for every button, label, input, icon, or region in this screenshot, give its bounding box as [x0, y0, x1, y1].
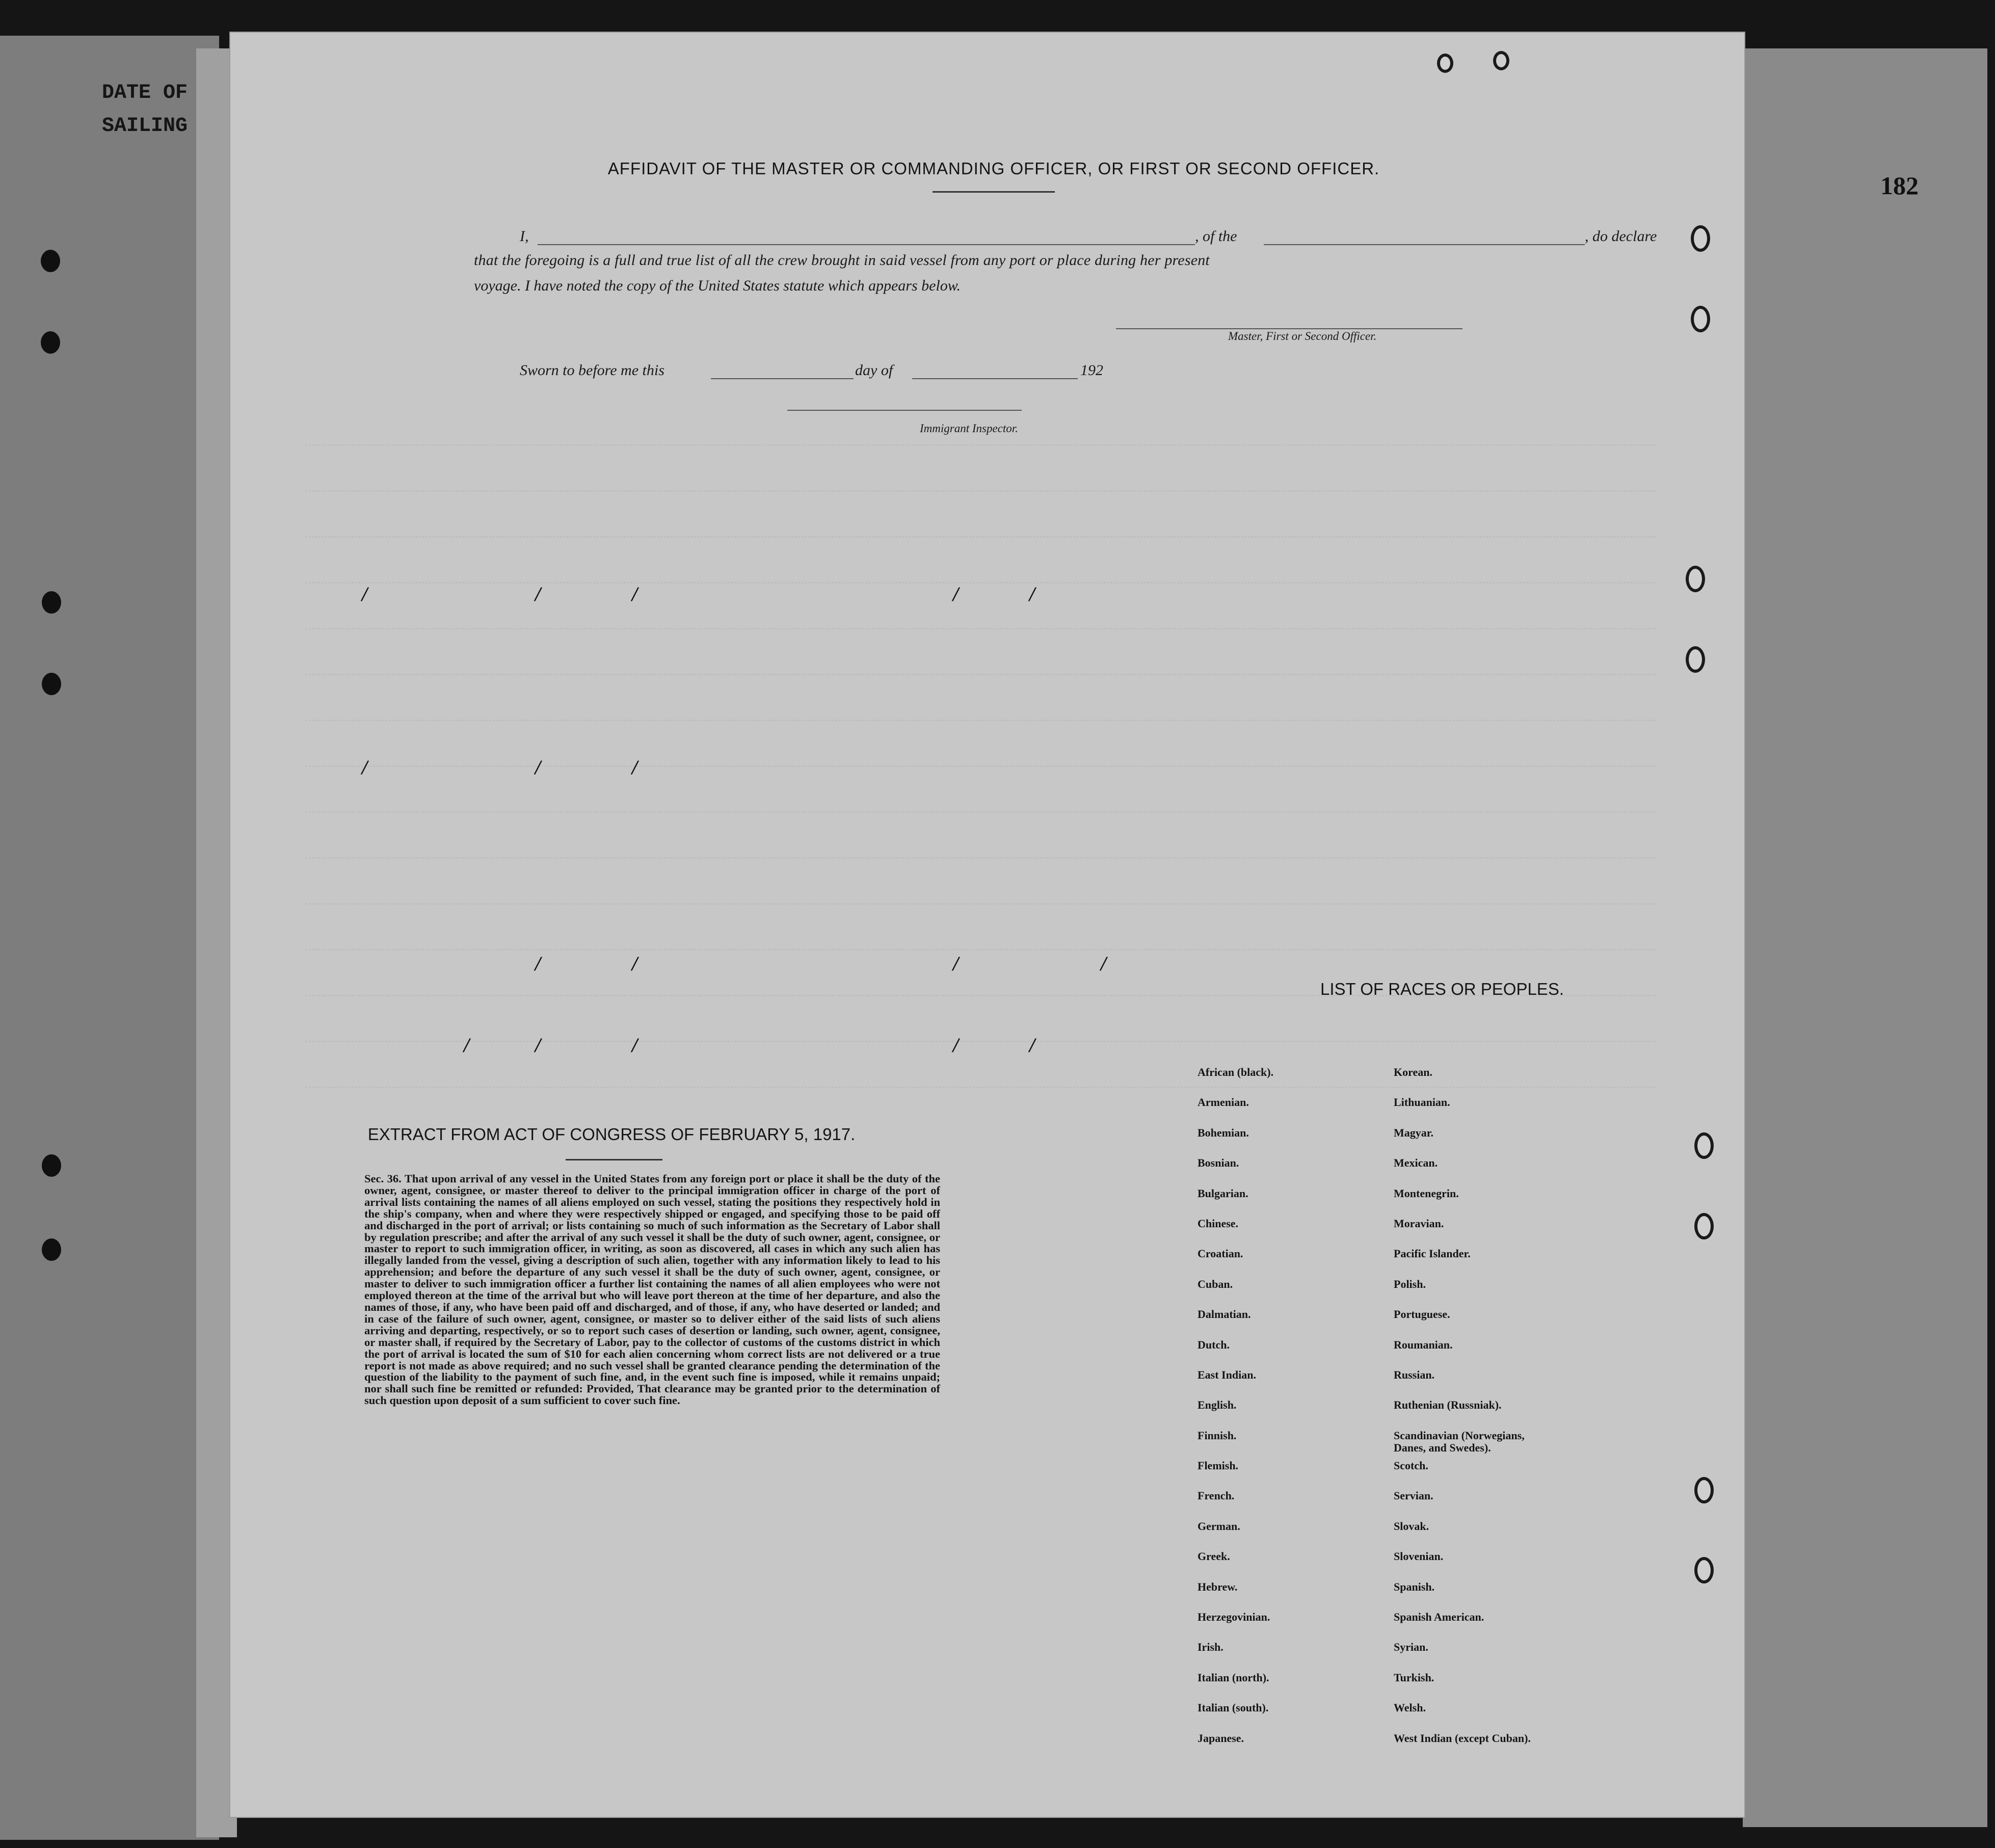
- race-item: Flemish.: [1198, 1459, 1239, 1472]
- race-item: Welsh.: [1394, 1701, 1426, 1714]
- bleed-through-row: [306, 929, 1656, 951]
- race-item: Lithuanian.: [1394, 1096, 1450, 1109]
- bleed-through-row: [306, 470, 1656, 492]
- bleed-through-row: [306, 516, 1656, 538]
- race-item: Irish.: [1198, 1641, 1223, 1654]
- bleed-through-heading: [494, 118, 505, 146]
- bleed-through-row: [306, 653, 1656, 675]
- underlying-page-right: [1743, 48, 1987, 1827]
- manifest-page: [229, 32, 1745, 1818]
- affidavit-title: AFFIDAVIT OF THE MASTER OR COMMANDING OFFICER, OR FIRST OR SECOND OFFICER.: [607, 159, 1380, 178]
- race-item: Magyar.: [1394, 1126, 1434, 1139]
- punch-hole: [1694, 1477, 1714, 1503]
- sworn-month-blank[interactable]: [912, 377, 1078, 379]
- races-list-title: LIST OF RACES OR PEOPLES.: [1320, 980, 1564, 998]
- ditto-mark: /: [632, 952, 638, 975]
- ditto-mark: /: [632, 1034, 638, 1057]
- left-margin-sailing-label: SAILING: [102, 115, 188, 138]
- binder-hole: [41, 331, 60, 354]
- ditto-mark: /: [632, 583, 638, 605]
- race-item: Mexican.: [1394, 1156, 1438, 1170]
- race-item: Turkish.: [1394, 1671, 1434, 1684]
- race-item: Dutch.: [1198, 1338, 1230, 1351]
- race-item: Dalmatian.: [1198, 1308, 1251, 1321]
- race-item: Slovenian.: [1394, 1550, 1444, 1563]
- race-item: Spanish American.: [1394, 1611, 1484, 1624]
- extract-title: EXTRACT FROM ACT OF CONGRESS OF FEBRUARY 5, 1917.: [367, 1125, 856, 1144]
- race-item: Bohemian.: [1198, 1126, 1249, 1139]
- left-margin-date-label: DATE OF: [102, 82, 188, 104]
- ditto-mark: /: [535, 952, 541, 975]
- year-label: 192: [1080, 362, 1103, 379]
- punch-hole: [1691, 225, 1710, 252]
- race-item: Servian.: [1394, 1489, 1433, 1502]
- race-item: Hebrew.: [1198, 1580, 1238, 1593]
- punch-hole: [1686, 566, 1705, 592]
- sworn-day-blank[interactable]: [711, 377, 854, 379]
- race-item: East Indian.: [1198, 1368, 1256, 1381]
- punch-hole: [1694, 1557, 1714, 1583]
- binder-hole: [42, 591, 61, 614]
- ditto-mark: /: [1029, 1034, 1035, 1057]
- race-item: Japanese.: [1198, 1731, 1244, 1745]
- underlying-page-left: [0, 36, 219, 1840]
- ditto-mark: /: [953, 952, 959, 975]
- race-item: French.: [1198, 1489, 1235, 1502]
- affidavit-title-rule: [933, 191, 1055, 193]
- race-item: Armenian.: [1198, 1096, 1249, 1109]
- race-item: Ruthenian (Russniak).: [1394, 1398, 1502, 1412]
- race-item: Herzegovinian.: [1198, 1611, 1270, 1624]
- extract-title-rule: [566, 1159, 662, 1160]
- race-item: Syrian.: [1394, 1641, 1428, 1654]
- ditto-mark: /: [464, 1034, 470, 1057]
- races-column-2: [1394, 1066, 1531, 1762]
- races-column-1: [1198, 1066, 1273, 1762]
- race-item: African (black).: [1198, 1066, 1274, 1078]
- bleed-through-row: [306, 837, 1656, 859]
- race-item: Pacific Islander.: [1394, 1247, 1471, 1260]
- bleed-through-row: [306, 608, 1656, 629]
- race-item: English.: [1198, 1398, 1237, 1412]
- binder-hole: [41, 250, 60, 272]
- race-item: Finnish.: [1198, 1429, 1237, 1442]
- race-item: Spanish.: [1394, 1580, 1435, 1593]
- race-item: Cuban.: [1198, 1277, 1233, 1290]
- ditto-mark: /: [535, 583, 541, 605]
- race-item: Scotch.: [1394, 1459, 1428, 1472]
- race-item: Moravian.: [1394, 1217, 1444, 1230]
- race-item: Italian (south).: [1198, 1701, 1269, 1714]
- race-item: Roumanian.: [1394, 1338, 1453, 1351]
- race-item: Slovak.: [1394, 1519, 1429, 1533]
- bleed-through-row: [306, 699, 1656, 721]
- affidavit-i-label: I,: [520, 228, 529, 245]
- ditto-mark: /: [953, 1034, 959, 1057]
- affidavit-do-declare: , do declare: [1585, 228, 1657, 245]
- affidavit-line-3: voyage. I have noted the copy of the United States statute which appears below.: [474, 277, 961, 294]
- master-signature-blank[interactable]: [1116, 327, 1462, 329]
- race-item: Portuguese.: [1394, 1308, 1450, 1321]
- ditto-mark: /: [362, 583, 368, 605]
- punch-hole: [1694, 1132, 1714, 1159]
- race-item: Bulgarian.: [1198, 1186, 1248, 1200]
- ditto-mark: /: [535, 756, 541, 779]
- race-item: German.: [1198, 1519, 1240, 1533]
- vessel-name-blank[interactable]: [1264, 243, 1585, 245]
- bleed-through-row: [306, 883, 1656, 905]
- punch-hole: [1694, 1213, 1714, 1239]
- race-item: Italian (north).: [1198, 1671, 1269, 1684]
- race-item: Montenegrin.: [1394, 1186, 1459, 1200]
- ditto-mark: /: [362, 756, 368, 779]
- officer-name-blank[interactable]: [538, 243, 1195, 245]
- bleed-through-row: [306, 745, 1656, 767]
- ditto-mark: /: [953, 583, 959, 605]
- race-item: Greek.: [1198, 1550, 1230, 1563]
- sworn-label: Sworn to before me this: [520, 362, 664, 379]
- race-item: Scandinavian (Norwegians, Danes, and Swedes).: [1394, 1429, 1525, 1454]
- race-item: Polish.: [1394, 1277, 1426, 1290]
- punch-hole: [1691, 306, 1710, 332]
- punch-hole: [1686, 646, 1705, 673]
- race-item: Russian.: [1394, 1368, 1435, 1381]
- page-number: 182: [1880, 171, 1919, 200]
- punch-hole: [1493, 51, 1509, 70]
- left-margin-marks: [102, 76, 188, 143]
- race-item: Korean.: [1394, 1066, 1432, 1078]
- binder-hole: [42, 673, 61, 695]
- ditto-mark: /: [1029, 583, 1035, 605]
- bleed-through-row: [306, 562, 1656, 584]
- race-item: Croatian.: [1198, 1247, 1243, 1260]
- inspector-label: Immigrant Inspector.: [920, 422, 1018, 435]
- ditto-mark: /: [535, 1034, 541, 1057]
- inspector-signature-blank[interactable]: [787, 409, 1022, 411]
- binder-hole: [42, 1238, 61, 1261]
- day-of-label: day of: [855, 362, 893, 379]
- binder-hole: [42, 1154, 61, 1177]
- ditto-mark: /: [1101, 952, 1107, 975]
- race-item: Chinese.: [1198, 1217, 1239, 1230]
- race-item: Bosnian.: [1198, 1156, 1239, 1170]
- punch-hole: [1437, 54, 1453, 73]
- affidavit-of-the-label: , of the: [1195, 228, 1237, 245]
- affidavit-line-2: that the foregoing is a full and true list of all the crew brought in said vessel from any port or place during her present: [474, 252, 1210, 269]
- race-item: West Indian (except Cuban).: [1394, 1731, 1531, 1745]
- ditto-mark: /: [632, 756, 638, 779]
- extract-body: Sec. 36. That upon arrival of any vessel in the United States from any foreign port or place it shall be the duty of the owner, agent, consignee, or master thereof to deliver to the principal immigration officer in charge of the port of arrival lists containing the names of all aliens employed on such vessel, stating the positions they respectively hold in the ship's company, when and where they were respectively shipped or engaged, and specifying those to be paid off and discharged in the port of arrival; or lists containing so much of such information as the Secretary of Labor shall by regulation prescribe; and after the arrival of any such vessel it shall be the duty of such owner, agent, consignee, or master to report to such immigration officer, in writing, as soon as discovered, all cases in which any such alien has illegally landed from the vessel, giving a description of such alien, together with any information likely to lead to his apprehension; and before the departure of any such vessel it shall be the duty of such owner, agent, consignee, or master to deliver to such immigration officer a further list containing the names of all alien employees who were not employed thereon at the time of the arrival but who will leave port thereon at the time of her departure, and also the names of those, if any, who have been paid off and discharged, and of those, if any, who have deserted or landed; and in case of the failure of such owner, agent, consignee, or master so to deliver either of the said lists of such aliens arriving and departing, respectively, or so to report such cases of desertion or landing, such owner, agent, consignee, or master shall, if required by the Secretary of Labor, pay to the collector of customs of the customs district in which the port of arrival is located the sum of $10 for each alien concerning whom correct lists are not delivered or a true report is not made as above required; and no such vessel shall be granted clearance pending the determination of the question of the liability to the payment of such fine, and, in the event such fine is imposed, while it remains unpaid; nor shall such fine be remitted or refunded: Provided, That clearance may be granted prior to the determination of such question upon deposit of a sum sufficient to cover such fine.: [364, 1172, 940, 1407]
- bleed-through-row: [306, 1020, 1656, 1042]
- bleed-through-row: [306, 791, 1656, 813]
- master-signature-label: Master, First or Second Officer.: [1228, 330, 1377, 342]
